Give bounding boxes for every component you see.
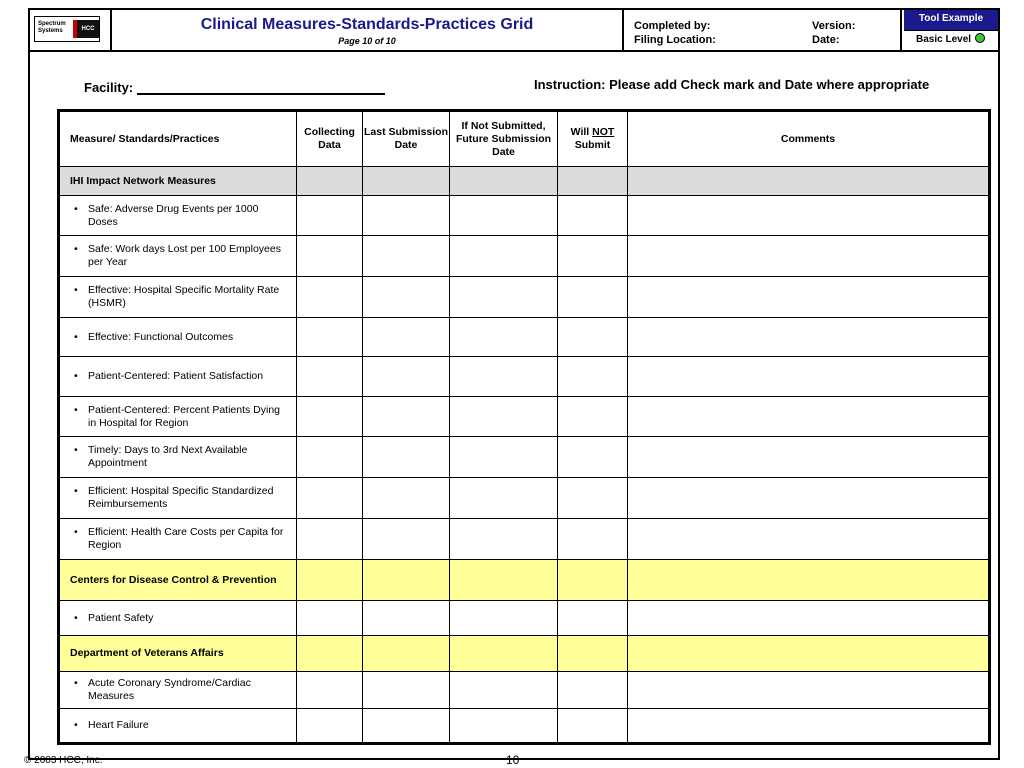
- future-submission-cell[interactable]: [450, 397, 558, 437]
- measure-cell: [59, 709, 297, 744]
- collecting-cell[interactable]: [297, 601, 363, 636]
- section-row: [59, 636, 990, 672]
- will-not-submit-cell[interactable]: [558, 478, 628, 519]
- table-row: [59, 357, 990, 397]
- measure-cell: [59, 318, 297, 357]
- table-row: [59, 601, 990, 636]
- collecting-cell[interactable]: [297, 519, 363, 560]
- last-submission-cell[interactable]: [363, 277, 450, 318]
- green-circle-icon: [975, 33, 985, 43]
- last-submission-cell[interactable]: [363, 478, 450, 519]
- bullet-icon: •: [74, 611, 78, 624]
- last-submission-cell[interactable]: [363, 357, 450, 397]
- last-submission-cell[interactable]: [363, 709, 450, 744]
- collecting-cell[interactable]: [297, 672, 363, 709]
- comments-cell[interactable]: [628, 709, 990, 744]
- future-submission-cell[interactable]: [450, 277, 558, 318]
- table-row: [59, 318, 990, 357]
- future-submission-cell[interactable]: [450, 357, 558, 397]
- last-submission-cell[interactable]: [363, 397, 450, 437]
- logo-mark: HCC: [73, 20, 99, 38]
- comments-cell[interactable]: [628, 277, 990, 318]
- col-header-comments: Comments: [628, 111, 990, 167]
- page-title: Clinical Measures-Standards-Practices Grid: [200, 16, 534, 33]
- bullet-icon: •: [74, 330, 78, 343]
- bullet-icon: •: [74, 485, 78, 497]
- last-submission-cell[interactable]: [363, 167, 450, 196]
- future-submission-cell[interactable]: [450, 236, 558, 277]
- measure-cell: [59, 560, 297, 601]
- meta-cell: [626, 10, 902, 50]
- future-submission-cell[interactable]: [450, 437, 558, 478]
- comments-cell[interactable]: [628, 672, 990, 709]
- last-submission-cell[interactable]: [363, 636, 450, 672]
- last-submission-cell[interactable]: [363, 519, 450, 560]
- measure-label: Timely: Days to 3rd Next Available Appointment: [88, 444, 248, 469]
- collecting-cell[interactable]: [297, 437, 363, 478]
- will-not-submit-cell[interactable]: [558, 397, 628, 437]
- section-label: Department of Veterans Affairs: [70, 647, 224, 659]
- will-not-submit-cell[interactable]: [558, 236, 628, 277]
- measure-cell: [59, 167, 297, 196]
- col-header-future-submission: If Not Submitted, Future Submission Date: [450, 111, 558, 167]
- comments-cell[interactable]: [628, 560, 990, 601]
- section-row: [59, 167, 990, 196]
- collecting-cell[interactable]: [297, 709, 363, 744]
- measure-label: Efficient: Health Care Costs per Capita for Region: [88, 526, 284, 551]
- will-not-submit-cell[interactable]: [558, 672, 628, 709]
- last-submission-cell[interactable]: [363, 601, 450, 636]
- table-row: [59, 709, 990, 744]
- collecting-cell[interactable]: [297, 277, 363, 318]
- table-row: [59, 519, 990, 560]
- measure-cell: [59, 437, 297, 478]
- table-row: [59, 437, 990, 478]
- measure-label: Effective: Hospital Specific Mortality Rate (HSMR): [88, 284, 280, 309]
- last-submission-cell[interactable]: [363, 196, 450, 236]
- page-frame: [28, 8, 1000, 760]
- table-row: [59, 196, 990, 236]
- future-submission-cell[interactable]: [450, 601, 558, 636]
- future-submission-cell[interactable]: [450, 196, 558, 236]
- completed-by-label: Completed by:: [634, 20, 711, 32]
- future-submission-cell[interactable]: [450, 318, 558, 357]
- future-submission-cell[interactable]: [450, 478, 558, 519]
- collecting-cell[interactable]: [297, 196, 363, 236]
- will-not-submit-cell[interactable]: [558, 636, 628, 672]
- bullet-icon: •: [74, 677, 78, 689]
- logo-cell: [30, 10, 112, 50]
- header-row: [59, 111, 990, 167]
- col-header-collecting: Collecting Data: [297, 111, 363, 167]
- table-row: [59, 672, 990, 709]
- comments-cell[interactable]: [628, 236, 990, 277]
- section-row: [59, 560, 990, 601]
- comments-cell[interactable]: [628, 357, 990, 397]
- level-indicator: [904, 30, 998, 50]
- bullet-icon: •: [74, 526, 78, 538]
- logo-text-line1: Spectrum: [38, 21, 66, 27]
- measures-grid: [57, 109, 991, 745]
- tool-level-cell: [904, 10, 998, 50]
- measure-label: Acute Coronary Syndrome/Cardiac Measures: [88, 677, 251, 702]
- measure-cell: [59, 236, 297, 277]
- instruction-text: Instruction: Please add Check mark and Date where appropriate: [534, 77, 930, 92]
- section-label: Centers for Disease Control & Prevention: [70, 573, 277, 586]
- will-not-submit-cell[interactable]: [558, 560, 628, 601]
- will-not-submit-cell[interactable]: [558, 196, 628, 236]
- table-row: [59, 478, 990, 519]
- collecting-cell[interactable]: [297, 397, 363, 437]
- collecting-cell[interactable]: [297, 167, 363, 196]
- facility-label: Facility:: [84, 80, 134, 95]
- collecting-cell[interactable]: [297, 318, 363, 357]
- table-row: [59, 236, 990, 277]
- facility-field: [84, 80, 385, 95]
- comments-cell[interactable]: [628, 196, 990, 236]
- measure-cell: [59, 672, 297, 709]
- comments-cell[interactable]: [628, 636, 990, 672]
- will-not-submit-cell[interactable]: [558, 709, 628, 744]
- col-header-measure: Measure/ Standards/Practices: [59, 111, 297, 167]
- will-not-submit-cell[interactable]: [558, 167, 628, 196]
- collecting-cell[interactable]: [297, 478, 363, 519]
- will-not-submit-cell[interactable]: [558, 277, 628, 318]
- measure-label: Safe: Work days Lost per 100 Employees per Year: [88, 243, 281, 268]
- page-subtitle: Page 10 of 10: [338, 36, 396, 46]
- bullet-icon: •: [74, 444, 78, 456]
- measure-label: Heart Failure: [88, 719, 149, 731]
- will-not-submit-cell[interactable]: [558, 601, 628, 636]
- will-not-submit-cell[interactable]: [558, 357, 628, 397]
- bullet-icon: •: [74, 370, 78, 382]
- header-bar: [30, 10, 998, 52]
- comments-cell[interactable]: [628, 318, 990, 357]
- measure-label: Patient Safety: [88, 611, 154, 624]
- comments-cell[interactable]: [628, 167, 990, 196]
- measure-label: Effective: Functional Outcomes: [88, 330, 234, 343]
- measure-label: Efficient: Hospital Specific Standardized Reimbursements: [88, 485, 274, 510]
- comments-cell[interactable]: [628, 601, 990, 636]
- page-number: 10: [506, 753, 520, 767]
- measure-cell: [59, 601, 297, 636]
- future-submission-cell[interactable]: [450, 672, 558, 709]
- measure-cell: [59, 636, 297, 672]
- comments-cell[interactable]: [628, 519, 990, 560]
- date-label: Date:: [812, 34, 840, 46]
- measure-cell: [59, 277, 297, 318]
- company-logo: [34, 16, 100, 42]
- will-not-submit-cell[interactable]: [558, 519, 628, 560]
- section-label: IHI Impact Network Measures: [70, 174, 216, 187]
- version-label: Version:: [812, 20, 856, 32]
- bullet-icon: •: [74, 202, 78, 215]
- bullet-icon: •: [74, 284, 78, 296]
- last-submission-cell[interactable]: [363, 236, 450, 277]
- last-submission-cell[interactable]: [363, 560, 450, 601]
- measure-cell: [59, 397, 297, 437]
- comments-cell[interactable]: [628, 397, 990, 437]
- measure-cell: [59, 478, 297, 519]
- future-submission-cell[interactable]: [450, 519, 558, 560]
- measure-cell: [59, 519, 297, 560]
- measure-label: Safe: Adverse Drug Events per 1000 Doses: [88, 202, 259, 228]
- collecting-cell[interactable]: [297, 236, 363, 277]
- future-submission-cell[interactable]: [450, 167, 558, 196]
- copyright: © 2003 HCC, Inc.: [24, 755, 103, 766]
- measure-cell: [59, 196, 297, 236]
- measure-cell: [59, 357, 297, 397]
- will-not-submit-cell[interactable]: [558, 437, 628, 478]
- col-header-will-not-submit: Will NOT Submit: [558, 111, 628, 167]
- comments-cell[interactable]: [628, 437, 990, 478]
- measure-label: Patient-Centered: Percent Patients Dying in Hospital for Region: [88, 403, 281, 429]
- logo-text-line2: Systems: [38, 28, 63, 34]
- grid-body: [59, 167, 990, 744]
- level-label: Basic Level: [916, 34, 972, 45]
- tool-example-label: Tool Example: [904, 10, 998, 30]
- collecting-cell[interactable]: [297, 560, 363, 601]
- col-header-last-submission: Last Submission Date: [363, 111, 450, 167]
- comments-cell[interactable]: [628, 478, 990, 519]
- bullet-icon: •: [74, 403, 78, 416]
- collecting-cell[interactable]: [297, 357, 363, 397]
- facility-input-line[interactable]: [137, 81, 385, 95]
- last-submission-cell[interactable]: [363, 672, 450, 709]
- last-submission-cell[interactable]: [363, 318, 450, 357]
- future-submission-cell[interactable]: [450, 636, 558, 672]
- collecting-cell[interactable]: [297, 636, 363, 672]
- will-not-submit-cell[interactable]: [558, 318, 628, 357]
- table-row: [59, 397, 990, 437]
- measure-label: Patient-Centered: Patient Satisfaction: [88, 370, 264, 382]
- filing-location-label: Filing Location:: [634, 34, 716, 46]
- table-row: [59, 277, 990, 318]
- bullet-icon: •: [74, 243, 78, 255]
- future-submission-cell[interactable]: [450, 709, 558, 744]
- last-submission-cell[interactable]: [363, 437, 450, 478]
- future-submission-cell[interactable]: [450, 560, 558, 601]
- title-cell: [112, 10, 624, 50]
- bullet-icon: •: [74, 719, 78, 731]
